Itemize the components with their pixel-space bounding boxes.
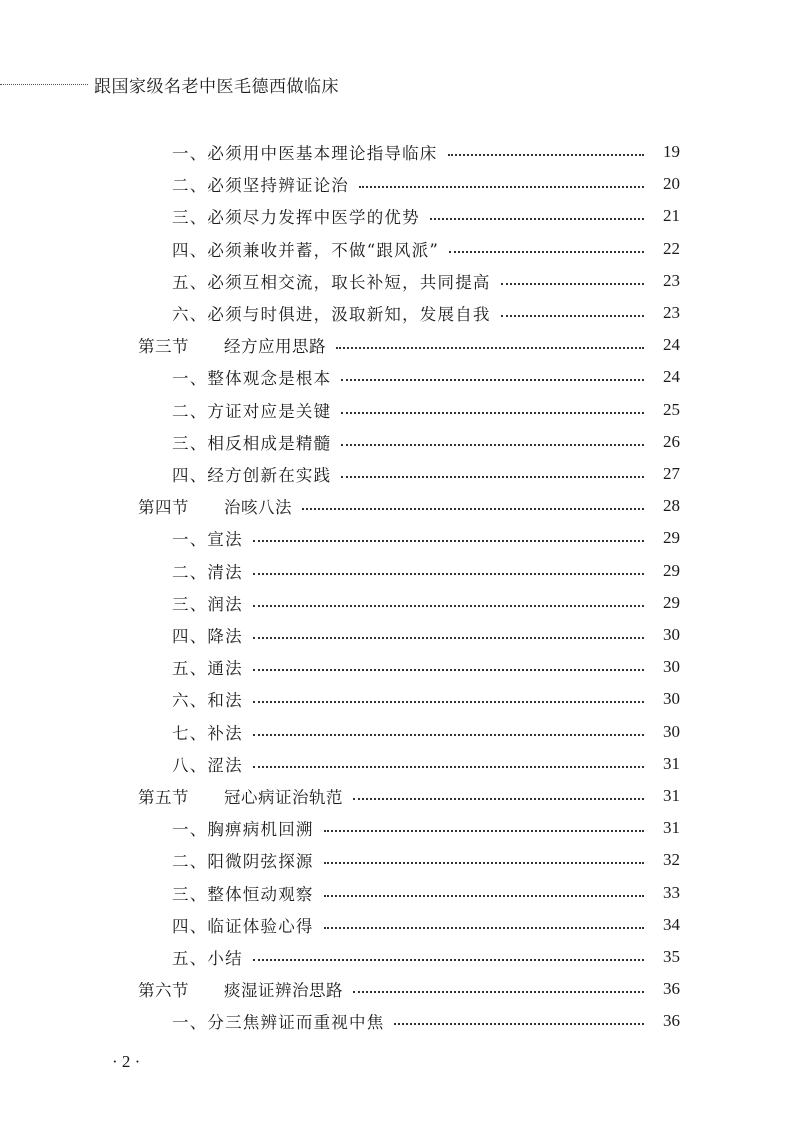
toc-entry-row (0, 136, 680, 168)
running-header (0, 72, 800, 96)
dot-leader (353, 991, 644, 993)
dot-leader (253, 734, 644, 736)
toc-entry-row (0, 265, 680, 297)
dot-leader (253, 637, 644, 639)
toc-page-number: 19 (663, 142, 680, 161)
toc-entry-label: 三、整体恒动观察 (172, 884, 314, 904)
dot-leader (341, 476, 644, 478)
dot-leader (336, 347, 644, 349)
toc-entry-row (0, 748, 680, 780)
toc-page-number: 27 (663, 464, 680, 483)
toc-section-number: 第五节 (138, 788, 189, 807)
dot-leader (253, 669, 644, 671)
toc-page-number: 31 (663, 818, 680, 838)
toc-page-number: 23 (663, 270, 680, 290)
toc-section-label: 冠心病证治轨范 (224, 788, 343, 807)
page-number: · 2 · (112, 1052, 141, 1071)
toc-entry-row (0, 941, 680, 973)
dot-leader (448, 154, 645, 156)
toc-section-row (0, 490, 680, 522)
toc-page-number: 20 (663, 174, 680, 194)
toc-section-row (0, 780, 680, 812)
dot-leader (341, 379, 644, 381)
toc-entry-row (0, 168, 680, 200)
toc-entry-label: 二、必须坚持辨证论治 (172, 176, 349, 196)
toc-page-number: 21 (663, 206, 680, 226)
dot-leader (253, 701, 644, 703)
toc-section-row (0, 329, 680, 361)
dot-leader (501, 315, 644, 317)
toc-page-number: 29 (663, 560, 680, 580)
toc-entry-label: 三、润法 (172, 594, 243, 614)
toc-entry-row (0, 458, 680, 490)
toc-entry-label: 二、阳微阴弦探源 (172, 852, 314, 872)
toc-entry-row (0, 812, 680, 844)
toc-page-number: 34 (663, 914, 680, 934)
toc-entry-label: 七、补法 (172, 723, 243, 743)
toc-entry-label: 五、通法 (172, 659, 243, 679)
toc-entry-row (0, 555, 680, 587)
toc-entry-label: 一、整体观念是根本 (172, 369, 332, 389)
toc-section-label: 治咳八法 (224, 498, 292, 518)
toc-entry-label: 四、临证体验心得 (172, 916, 314, 936)
toc-entry-row (0, 522, 680, 554)
dot-leader (359, 186, 644, 188)
toc-entry-label: 五、必须互相交流，取长补短，共同提高 (172, 272, 491, 292)
dot-leader (253, 766, 644, 768)
toc-page-number: 24 (663, 367, 680, 387)
dot-leader (449, 251, 644, 253)
toc-entry-label: 五、小结 (172, 949, 243, 968)
toc-entry-row (0, 619, 680, 651)
toc-entry-row (0, 909, 680, 941)
header-dotted-rule (0, 84, 88, 85)
toc-section-number: 第六节 (138, 981, 189, 1001)
toc-page-number: 28 (663, 496, 680, 516)
toc-section-title (138, 333, 326, 357)
toc-entry-label: 四、必须兼收并蓄，不做“跟风派” (172, 240, 440, 260)
toc-entry-row (0, 587, 680, 619)
toc-page-number: 32 (663, 850, 680, 870)
toc-page-number: 26 (663, 431, 680, 451)
dot-leader (324, 862, 644, 864)
toc-page-number: 36 (663, 1011, 680, 1031)
dot-leader (430, 218, 644, 220)
toc-page-number: 29 (663, 528, 680, 548)
toc-entry-label: 一、胸痹病机回溯 (172, 820, 314, 840)
dot-leader (302, 508, 644, 510)
toc-section-row (0, 973, 680, 1005)
dot-leader (341, 412, 644, 414)
book-title: 跟国家级名老中医毛德西做临床 (94, 77, 339, 97)
toc-section-label: 痰湿证辨治思路 (224, 981, 343, 1001)
toc-entry-label: 一、必须用中医基本理论指导临床 (172, 144, 438, 163)
toc-page-number: 25 (663, 399, 680, 419)
toc-page-number: 23 (663, 303, 680, 322)
toc-section-number: 第四节 (138, 498, 189, 518)
toc-entry-label: 三、相反相成是精髓 (172, 433, 332, 453)
toc-entry-label: 六、和法 (172, 691, 243, 711)
toc-entry-label: 四、经方创新在实践 (172, 466, 332, 485)
toc-page-number: 24 (663, 335, 680, 355)
dot-leader (353, 798, 644, 800)
toc-entry-row (0, 651, 680, 683)
dot-leader (324, 895, 644, 897)
toc-entry-row (0, 1005, 680, 1037)
toc-page-number: 30 (663, 625, 680, 644)
toc-page-number: 31 (663, 786, 680, 805)
toc-page-number: 35 (663, 947, 680, 966)
toc-entry-row (0, 233, 680, 265)
toc-entry-label: 三、必须尽力发挥中医学的优势 (172, 208, 420, 228)
toc-entry-row (0, 877, 680, 909)
toc-entry-row (0, 683, 680, 715)
toc-page-number: 22 (663, 238, 680, 258)
toc-page-number: 33 (663, 882, 680, 902)
toc-section-number: 第三节 (138, 337, 189, 357)
toc-entry-label: 一、分三焦辨证而重视中焦 (172, 1013, 385, 1033)
dot-leader (501, 283, 644, 285)
toc-entry-row (0, 844, 680, 876)
dot-leader (253, 573, 644, 575)
toc-entry-label: 四、降法 (172, 627, 243, 646)
dot-leader (394, 1023, 644, 1025)
dot-leader (324, 830, 644, 832)
toc-page-number: 29 (663, 592, 680, 612)
dot-leader (253, 959, 644, 961)
toc-page-number: 30 (663, 689, 680, 709)
toc-entry-label: 六、必须与时俱进，汲取新知，发展自我 (172, 305, 491, 324)
toc-entry-row (0, 394, 680, 426)
toc-entry-row (0, 426, 680, 458)
toc-entry-label: 八、涩法 (172, 755, 243, 775)
toc-entry-label: 一、宣法 (172, 530, 243, 550)
toc-entry-row (0, 361, 680, 393)
dot-leader (253, 605, 644, 607)
dot-leader (253, 540, 644, 542)
toc-entry-label: 二、方证对应是关键 (172, 401, 332, 421)
toc-section-title (138, 784, 343, 808)
toc-entry-label: 二、清法 (172, 562, 243, 582)
toc-section-title (138, 494, 292, 518)
toc-entry-row (0, 716, 680, 748)
toc-entry-row (0, 200, 680, 232)
toc-page-number: 31 (663, 753, 680, 773)
toc-section-label: 经方应用思路 (224, 337, 326, 357)
toc-section-title (138, 977, 343, 1001)
dot-leader (341, 444, 644, 446)
toc-page-number: 36 (663, 979, 680, 999)
toc-page-number: 30 (663, 721, 680, 741)
toc-entry-row (0, 297, 680, 329)
dot-leader (324, 927, 644, 929)
toc-page-number: 30 (663, 657, 680, 677)
